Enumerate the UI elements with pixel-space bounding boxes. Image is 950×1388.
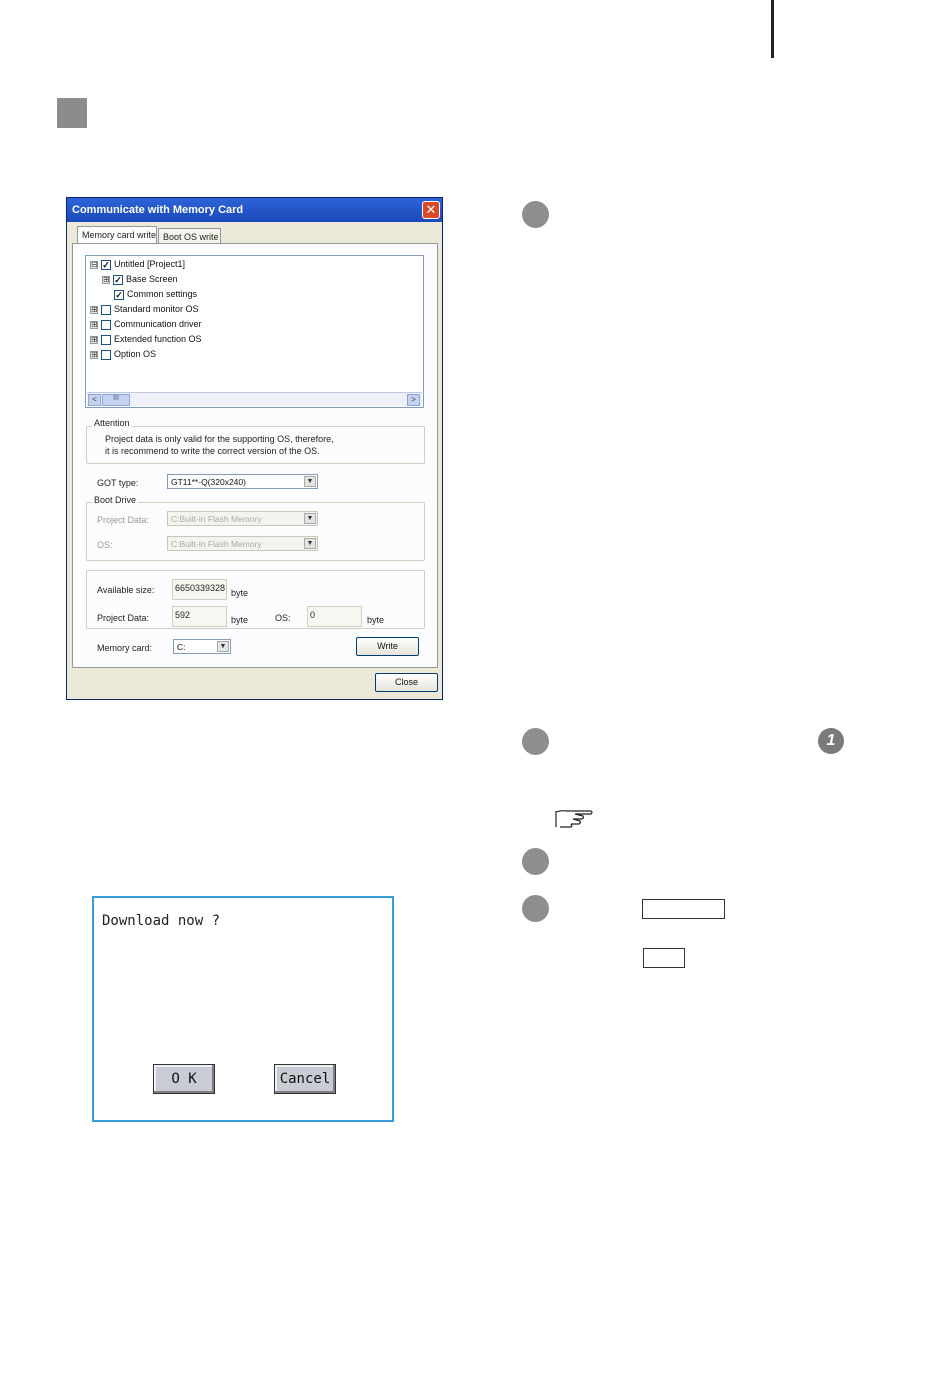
header-rule bbox=[771, 0, 774, 58]
tree-item-label: Base Screen bbox=[126, 274, 178, 284]
tree-item-extended-function-os[interactable] bbox=[90, 334, 202, 349]
available-size-field: 6650339328 bbox=[172, 579, 227, 600]
checkbox-icon[interactable] bbox=[101, 320, 111, 330]
expand-icon[interactable]: ⊞ bbox=[103, 274, 110, 284]
scroll-thumb[interactable]: III bbox=[102, 394, 130, 406]
pointing-hand-icon bbox=[553, 806, 595, 830]
dropdown-arrow-icon[interactable]: ▼ bbox=[304, 476, 316, 487]
expand-icon[interactable]: ⊞ bbox=[91, 334, 98, 344]
project-data-size-unit: byte bbox=[231, 615, 249, 625]
boot-project-data-label: Project Data: bbox=[97, 515, 150, 525]
step-marker-3 bbox=[522, 848, 549, 875]
tree-item-label: Communication driver bbox=[114, 319, 202, 329]
os-size-unit: byte bbox=[367, 615, 385, 625]
got-type-label: GOT type: bbox=[97, 478, 139, 488]
got-type-value: GT11**-Q(320x240) bbox=[171, 477, 246, 487]
tree-item-label: Option OS bbox=[114, 349, 157, 359]
checkbox-checked-icon[interactable]: ✓ bbox=[102, 259, 110, 270]
project-tree[interactable] bbox=[85, 255, 424, 408]
step-marker-2 bbox=[522, 728, 549, 755]
checkbox-icon[interactable] bbox=[101, 305, 111, 315]
scroll-right-icon[interactable]: > bbox=[407, 394, 420, 406]
attention-line-1: Project data is only valid for the supporting OS, therefore, bbox=[105, 434, 334, 444]
checkbox-icon[interactable] bbox=[101, 335, 111, 345]
available-size-unit: byte bbox=[231, 588, 249, 598]
write-button[interactable]: Write bbox=[356, 637, 419, 656]
tree-item-common-settings[interactable] bbox=[114, 289, 197, 304]
close-icon[interactable]: ✕ bbox=[422, 201, 440, 219]
section-marker bbox=[57, 98, 87, 128]
ok-button[interactable]: O K bbox=[153, 1064, 215, 1094]
step-marker-1 bbox=[522, 201, 549, 228]
tree-item-label: Extended function OS bbox=[114, 334, 202, 344]
checkbox-checked-icon[interactable]: ✓ bbox=[115, 289, 123, 300]
tree-item-label: Common settings bbox=[127, 289, 198, 299]
boot-os-label: OS: bbox=[97, 540, 113, 550]
os-size-field: 0 bbox=[307, 606, 362, 627]
tree-item-label: Standard monitor OS bbox=[114, 304, 199, 314]
download-message: Download now ? bbox=[102, 913, 221, 929]
memory-card-select[interactable] bbox=[173, 639, 231, 654]
tab-memory-card-write[interactable]: Memory card write bbox=[77, 226, 157, 246]
boot-drive-label: Boot Drive bbox=[94, 495, 137, 505]
dropdown-arrow-icon[interactable]: ▼ bbox=[217, 641, 229, 652]
got-type-select[interactable] bbox=[167, 474, 318, 489]
tree-item-option-os[interactable] bbox=[90, 349, 156, 364]
step-marker-4 bbox=[522, 895, 549, 922]
key-frame-wide bbox=[642, 899, 725, 919]
scroll-left-icon[interactable]: < bbox=[88, 394, 101, 406]
tab-boot-os-write[interactable]: Boot OS write bbox=[158, 228, 221, 246]
boot-os-select bbox=[167, 536, 318, 551]
boot-os-value: C:Built-in Flash Memory bbox=[171, 539, 262, 549]
available-size-label: Available size: bbox=[97, 585, 155, 595]
reference-marker: 1 bbox=[818, 728, 844, 754]
attention-label: Attention bbox=[94, 418, 130, 428]
expand-icon[interactable]: ⊞ bbox=[91, 349, 98, 359]
cancel-button[interactable]: Cancel bbox=[274, 1064, 336, 1094]
attention-line-2: it is recommend to write the correct version of the OS. bbox=[105, 446, 320, 456]
tree-item-base-screen[interactable] bbox=[102, 274, 178, 289]
tree-item-standard-monitor-os[interactable] bbox=[90, 304, 199, 319]
memory-card-dialog bbox=[66, 197, 443, 700]
checkbox-icon[interactable] bbox=[101, 350, 111, 360]
tree-item-communication-driver[interactable] bbox=[90, 319, 202, 334]
dialog-title: Communicate with Memory Card bbox=[67, 198, 442, 222]
tree-item-project[interactable] bbox=[90, 259, 185, 274]
os-size-label: OS: bbox=[275, 613, 291, 623]
tree-item-label: Untitled [Project1] bbox=[114, 259, 186, 269]
expand-icon[interactable]: ⊞ bbox=[91, 319, 98, 329]
memory-card-value: C: bbox=[177, 642, 186, 652]
project-data-size-field: 592 bbox=[172, 606, 227, 627]
project-data-size-label: Project Data: bbox=[97, 613, 150, 623]
checkbox-checked-icon[interactable]: ✓ bbox=[114, 274, 122, 285]
boot-project-data-select bbox=[167, 511, 318, 526]
memory-card-label: Memory card: bbox=[97, 643, 153, 653]
download-dialog bbox=[92, 896, 394, 1122]
horizontal-scrollbar[interactable] bbox=[87, 392, 422, 406]
boot-project-data-value: C:Built-in Flash Memory bbox=[171, 514, 262, 524]
close-button[interactable]: Close bbox=[375, 673, 438, 692]
dropdown-arrow-icon: ▼ bbox=[304, 513, 316, 524]
collapse-icon[interactable]: ⊟ bbox=[91, 259, 98, 269]
dropdown-arrow-icon: ▼ bbox=[304, 538, 316, 549]
attention-group bbox=[86, 426, 425, 464]
expand-icon[interactable]: ⊞ bbox=[91, 304, 98, 314]
key-frame-narrow bbox=[643, 948, 685, 968]
